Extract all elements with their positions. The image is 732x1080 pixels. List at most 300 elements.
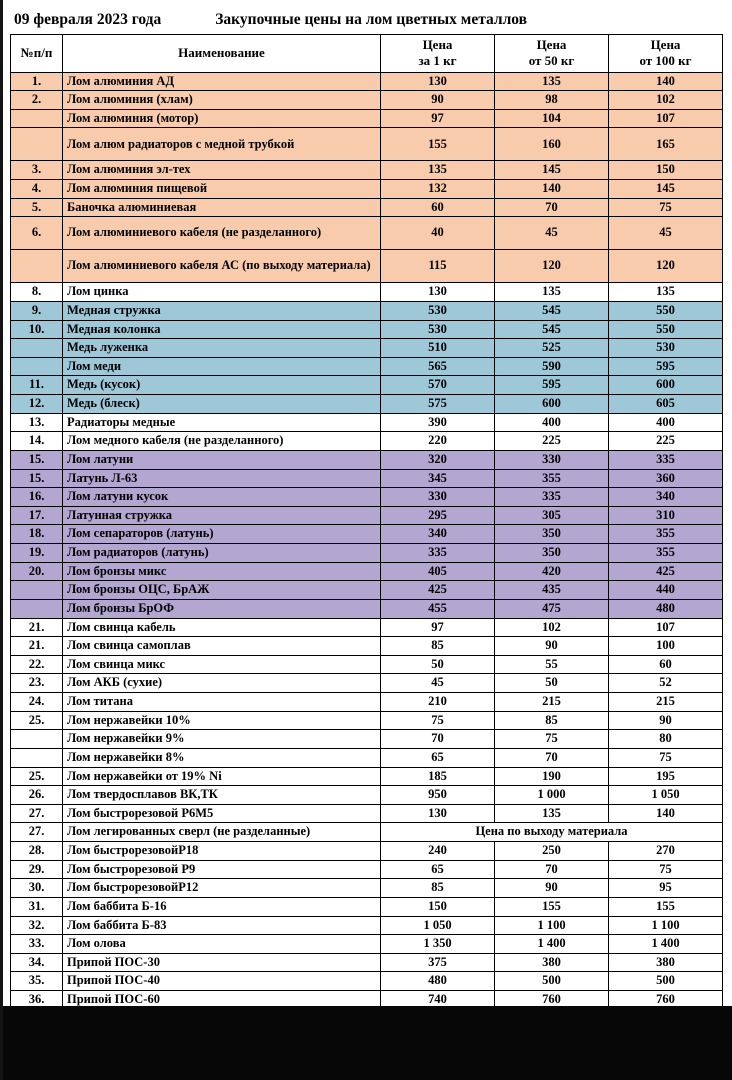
price-100kg: 215 bbox=[609, 693, 723, 712]
table-row bbox=[11, 953, 723, 972]
price-100kg: 360 bbox=[609, 469, 723, 488]
item-name: Латунь Л-63 bbox=[63, 469, 381, 488]
merged-price-note: Цена по выходу материала bbox=[381, 823, 723, 842]
item-name: Лом нержавейки 10% bbox=[63, 711, 381, 730]
item-name: Лом алюм радиаторов с медной трубкой bbox=[63, 128, 381, 161]
item-name: Лом алюминия (мотор) bbox=[63, 109, 381, 128]
item-name: Лом медного кабеля (не разделанного) bbox=[63, 432, 381, 451]
table-row bbox=[11, 767, 723, 786]
table-row bbox=[11, 180, 723, 199]
price-100kg: 605 bbox=[609, 395, 723, 414]
row-number bbox=[11, 109, 63, 128]
item-name: Лом свинца микс bbox=[63, 655, 381, 674]
price-50kg: 85 bbox=[495, 711, 609, 730]
item-name: Лом алюминия эл-тех bbox=[63, 161, 381, 180]
price-1kg: 565 bbox=[381, 357, 495, 376]
table-row bbox=[11, 413, 723, 432]
price-100kg: 550 bbox=[609, 301, 723, 320]
item-name: Лом меди bbox=[63, 357, 381, 376]
table-row bbox=[11, 842, 723, 861]
item-name: Лом свинца кабель bbox=[63, 618, 381, 637]
price-100kg: 140 bbox=[609, 804, 723, 823]
price-1kg: 1 050 bbox=[381, 916, 495, 935]
document-date: 09 февраля 2023 года bbox=[14, 11, 162, 28]
price-1kg: 390 bbox=[381, 413, 495, 432]
item-name: Лом быстрорезовой Р6М5 bbox=[63, 804, 381, 823]
price-1kg: 185 bbox=[381, 767, 495, 786]
price-100kg: 80 bbox=[609, 730, 723, 749]
item-name: Баночка алюминиевая bbox=[63, 198, 381, 217]
item-name: Лом быстрорезовойР18 bbox=[63, 842, 381, 861]
price-50kg: 135 bbox=[495, 283, 609, 302]
table-row bbox=[11, 786, 723, 805]
row-number: 25. bbox=[11, 767, 63, 786]
table-row bbox=[11, 320, 723, 339]
table-row bbox=[11, 450, 723, 469]
price-50kg: 590 bbox=[495, 357, 609, 376]
row-number: 18. bbox=[11, 525, 63, 544]
table-row bbox=[11, 301, 723, 320]
row-number: 11. bbox=[11, 376, 63, 395]
header-price-100kg-line1: Цена bbox=[650, 37, 681, 52]
table-row bbox=[11, 935, 723, 954]
price-50kg: 70 bbox=[495, 860, 609, 879]
row-number: 36. bbox=[11, 991, 63, 1007]
row-number: 30. bbox=[11, 879, 63, 898]
item-name: Лом баббита Б-83 bbox=[63, 916, 381, 935]
row-number: 24. bbox=[11, 693, 63, 712]
row-number: 19. bbox=[11, 544, 63, 563]
page-title: Закупочные цены на лом цветных металлов bbox=[215, 11, 528, 28]
price-1kg: 575 bbox=[381, 395, 495, 414]
price-100kg: 75 bbox=[609, 748, 723, 767]
item-name: Припой ПОС-40 bbox=[63, 972, 381, 991]
price-1kg: 150 bbox=[381, 897, 495, 916]
item-name: Лом свинца самоплав bbox=[63, 637, 381, 656]
row-number: 13. bbox=[11, 413, 63, 432]
table-body bbox=[11, 72, 723, 1006]
table-row bbox=[11, 161, 723, 180]
price-1kg: 132 bbox=[381, 180, 495, 199]
price-1kg: 530 bbox=[381, 301, 495, 320]
item-name: Медная стружка bbox=[63, 301, 381, 320]
price-100kg: 1 400 bbox=[609, 935, 723, 954]
table-row bbox=[11, 581, 723, 600]
price-50kg: 380 bbox=[495, 953, 609, 972]
row-number: 32. bbox=[11, 916, 63, 935]
price-50kg: 525 bbox=[495, 339, 609, 358]
row-number bbox=[11, 128, 63, 161]
price-50kg: 225 bbox=[495, 432, 609, 451]
row-number: 33. bbox=[11, 935, 63, 954]
price-1kg: 530 bbox=[381, 320, 495, 339]
row-number bbox=[11, 339, 63, 358]
table-row bbox=[11, 109, 723, 128]
row-number: 6. bbox=[11, 217, 63, 250]
price-50kg: 135 bbox=[495, 804, 609, 823]
price-50kg: 190 bbox=[495, 767, 609, 786]
price-100kg: 90 bbox=[609, 711, 723, 730]
table-row bbox=[11, 544, 723, 563]
price-100kg: 150 bbox=[609, 161, 723, 180]
table-row bbox=[11, 562, 723, 581]
price-1kg: 320 bbox=[381, 450, 495, 469]
price-100kg: 1 050 bbox=[609, 786, 723, 805]
price-1kg: 130 bbox=[381, 804, 495, 823]
header-price-100kg bbox=[609, 35, 723, 73]
table-row bbox=[11, 250, 723, 283]
price-100kg: 165 bbox=[609, 128, 723, 161]
price-1kg: 70 bbox=[381, 730, 495, 749]
item-name: Лом легированных сверл (не разделанные) bbox=[63, 823, 381, 842]
row-number: 15. bbox=[11, 469, 63, 488]
row-number: 31. bbox=[11, 897, 63, 916]
price-50kg: 435 bbox=[495, 581, 609, 600]
table-row bbox=[11, 655, 723, 674]
price-100kg: 107 bbox=[609, 109, 723, 128]
row-number: 21. bbox=[11, 618, 63, 637]
table-row bbox=[11, 711, 723, 730]
table-row bbox=[11, 525, 723, 544]
header-price-50kg bbox=[495, 35, 609, 73]
price-100kg: 440 bbox=[609, 581, 723, 600]
price-1kg: 130 bbox=[381, 283, 495, 302]
row-number: 8. bbox=[11, 283, 63, 302]
row-number: 14. bbox=[11, 432, 63, 451]
price-1kg: 40 bbox=[381, 217, 495, 250]
price-1kg: 740 bbox=[381, 991, 495, 1007]
price-1kg: 115 bbox=[381, 250, 495, 283]
price-100kg: 500 bbox=[609, 972, 723, 991]
table-row bbox=[11, 432, 723, 451]
table-row bbox=[11, 674, 723, 693]
price-1kg: 135 bbox=[381, 161, 495, 180]
item-name: Лом баббита Б-16 bbox=[63, 897, 381, 916]
item-name: Лом быстрорезовойР12 bbox=[63, 879, 381, 898]
item-name: Радиаторы медные bbox=[63, 413, 381, 432]
item-name: Лом твердосплавов ВК,ТК bbox=[63, 786, 381, 805]
table-row bbox=[11, 748, 723, 767]
price-100kg: 335 bbox=[609, 450, 723, 469]
price-50kg: 55 bbox=[495, 655, 609, 674]
price-50kg: 1 100 bbox=[495, 916, 609, 935]
table-row bbox=[11, 972, 723, 991]
header-price-1kg-line1: Цена bbox=[422, 37, 453, 52]
row-number bbox=[11, 599, 63, 618]
item-name: Медная колонка bbox=[63, 320, 381, 339]
item-name: Лом алюминиевого кабеля (не разделанного) bbox=[63, 217, 381, 250]
row-number: 1. bbox=[11, 72, 63, 91]
row-number: 16. bbox=[11, 488, 63, 507]
price-1kg: 50 bbox=[381, 655, 495, 674]
price-100kg: 225 bbox=[609, 432, 723, 451]
item-name: Лом бронзы БрОФ bbox=[63, 599, 381, 618]
price-1kg: 60 bbox=[381, 198, 495, 217]
price-50kg: 120 bbox=[495, 250, 609, 283]
price-50kg: 70 bbox=[495, 198, 609, 217]
price-1kg: 97 bbox=[381, 109, 495, 128]
price-1kg: 85 bbox=[381, 879, 495, 898]
item-name: Медь луженка bbox=[63, 339, 381, 358]
price-100kg: 600 bbox=[609, 376, 723, 395]
item-name: Лом алюминиевого кабеля АС (по выходу материала) bbox=[63, 250, 381, 283]
price-50kg: 98 bbox=[495, 91, 609, 110]
row-number: 5. bbox=[11, 198, 63, 217]
price-1kg: 155 bbox=[381, 128, 495, 161]
row-number: 12. bbox=[11, 395, 63, 414]
row-number: 21. bbox=[11, 637, 63, 656]
table-row bbox=[11, 488, 723, 507]
price-100kg: 195 bbox=[609, 767, 723, 786]
price-100kg: 52 bbox=[609, 674, 723, 693]
header-row bbox=[11, 35, 723, 73]
price-50kg: 1 400 bbox=[495, 935, 609, 954]
price-1kg: 1 350 bbox=[381, 935, 495, 954]
table-row bbox=[11, 376, 723, 395]
price-100kg: 400 bbox=[609, 413, 723, 432]
header-price-50kg-line1: Цена bbox=[536, 37, 567, 52]
price-100kg: 95 bbox=[609, 879, 723, 898]
table-row bbox=[11, 395, 723, 414]
price-100kg: 107 bbox=[609, 618, 723, 637]
price-50kg: 420 bbox=[495, 562, 609, 581]
price-1kg: 90 bbox=[381, 91, 495, 110]
price-100kg: 75 bbox=[609, 198, 723, 217]
row-number: 17. bbox=[11, 506, 63, 525]
price-1kg: 480 bbox=[381, 972, 495, 991]
price-100kg: 425 bbox=[609, 562, 723, 581]
price-1kg: 425 bbox=[381, 581, 495, 600]
item-name: Лом нержавейки от 19% Ni bbox=[63, 767, 381, 786]
price-1kg: 335 bbox=[381, 544, 495, 563]
price-1kg: 345 bbox=[381, 469, 495, 488]
item-name: Лом сепараторов (латунь) bbox=[63, 525, 381, 544]
table-header bbox=[11, 35, 723, 73]
table-row bbox=[11, 916, 723, 935]
price-100kg: 270 bbox=[609, 842, 723, 861]
price-50kg: 1 000 bbox=[495, 786, 609, 805]
price-50kg: 250 bbox=[495, 842, 609, 861]
price-100kg: 380 bbox=[609, 953, 723, 972]
price-100kg: 340 bbox=[609, 488, 723, 507]
price-1kg: 510 bbox=[381, 339, 495, 358]
row-number: 15. bbox=[11, 450, 63, 469]
price-50kg: 760 bbox=[495, 991, 609, 1007]
price-1kg: 220 bbox=[381, 432, 495, 451]
price-50kg: 330 bbox=[495, 450, 609, 469]
row-number: 22. bbox=[11, 655, 63, 674]
table-row bbox=[11, 217, 723, 250]
price-50kg: 75 bbox=[495, 730, 609, 749]
table-row bbox=[11, 469, 723, 488]
price-50kg: 475 bbox=[495, 599, 609, 618]
price-100kg: 45 bbox=[609, 217, 723, 250]
price-50kg: 50 bbox=[495, 674, 609, 693]
price-1kg: 65 bbox=[381, 860, 495, 879]
item-name: Припой ПОС-30 bbox=[63, 953, 381, 972]
table-row bbox=[11, 693, 723, 712]
table-row bbox=[11, 357, 723, 376]
price-50kg: 215 bbox=[495, 693, 609, 712]
row-number: 27. bbox=[11, 804, 63, 823]
item-name: Лом нержавейки 9% bbox=[63, 730, 381, 749]
price-100kg: 355 bbox=[609, 525, 723, 544]
row-number bbox=[11, 730, 63, 749]
table-row bbox=[11, 128, 723, 161]
row-number: 34. bbox=[11, 953, 63, 972]
item-name: Латунная стружка bbox=[63, 506, 381, 525]
price-100kg: 155 bbox=[609, 897, 723, 916]
price-50kg: 545 bbox=[495, 320, 609, 339]
price-100kg: 100 bbox=[609, 637, 723, 656]
header-price-50kg-line2: от 50 кг bbox=[528, 53, 575, 69]
row-number: 28. bbox=[11, 842, 63, 861]
price-50kg: 160 bbox=[495, 128, 609, 161]
header-price-100kg-line2: от 100 кг bbox=[639, 53, 692, 69]
table-row bbox=[11, 339, 723, 358]
price-100kg: 760 bbox=[609, 991, 723, 1007]
item-name: Лом олова bbox=[63, 935, 381, 954]
item-name: Лом АКБ (сухие) bbox=[63, 674, 381, 693]
price-1kg: 405 bbox=[381, 562, 495, 581]
price-100kg: 60 bbox=[609, 655, 723, 674]
item-name: Лом алюминия (хлам) bbox=[63, 91, 381, 110]
price-1kg: 455 bbox=[381, 599, 495, 618]
price-100kg: 530 bbox=[609, 339, 723, 358]
price-100kg: 480 bbox=[609, 599, 723, 618]
table-row bbox=[11, 618, 723, 637]
item-name: Медь (блеск) bbox=[63, 395, 381, 414]
table-row bbox=[11, 991, 723, 1007]
price-50kg: 545 bbox=[495, 301, 609, 320]
row-number: 29. bbox=[11, 860, 63, 879]
price-100kg: 135 bbox=[609, 283, 723, 302]
price-50kg: 355 bbox=[495, 469, 609, 488]
price-50kg: 102 bbox=[495, 618, 609, 637]
price-50kg: 45 bbox=[495, 217, 609, 250]
price-1kg: 130 bbox=[381, 72, 495, 91]
price-1kg: 85 bbox=[381, 637, 495, 656]
row-number: 3. bbox=[11, 161, 63, 180]
item-name: Лом бронзы микс bbox=[63, 562, 381, 581]
table-row bbox=[11, 91, 723, 110]
price-50kg: 90 bbox=[495, 637, 609, 656]
photo-bottom-band bbox=[0, 1006, 732, 1080]
table-row bbox=[11, 72, 723, 91]
document-header bbox=[0, 0, 732, 34]
row-number: 26. bbox=[11, 786, 63, 805]
row-number: 20. bbox=[11, 562, 63, 581]
price-50kg: 135 bbox=[495, 72, 609, 91]
price-1kg: 65 bbox=[381, 748, 495, 767]
price-50kg: 305 bbox=[495, 506, 609, 525]
item-name: Лом радиаторов (латунь) bbox=[63, 544, 381, 563]
table-row bbox=[11, 823, 723, 842]
table-row bbox=[11, 804, 723, 823]
row-number: 25. bbox=[11, 711, 63, 730]
price-50kg: 145 bbox=[495, 161, 609, 180]
item-name: Лом быстрорезовой Р9 bbox=[63, 860, 381, 879]
table-row bbox=[11, 599, 723, 618]
price-100kg: 550 bbox=[609, 320, 723, 339]
row-number: 27. bbox=[11, 823, 63, 842]
price-50kg: 90 bbox=[495, 879, 609, 898]
price-50kg: 595 bbox=[495, 376, 609, 395]
item-name: Лом алюминия АД bbox=[63, 72, 381, 91]
price-50kg: 70 bbox=[495, 748, 609, 767]
header-name: Наименование bbox=[63, 35, 381, 73]
table-row bbox=[11, 860, 723, 879]
item-name: Лом алюминия пищевой bbox=[63, 180, 381, 199]
price-100kg: 120 bbox=[609, 250, 723, 283]
item-name: Лом нержавейки 8% bbox=[63, 748, 381, 767]
price-50kg: 400 bbox=[495, 413, 609, 432]
item-name: Лом латуни кусок bbox=[63, 488, 381, 507]
price-100kg: 355 bbox=[609, 544, 723, 563]
price-1kg: 240 bbox=[381, 842, 495, 861]
price-100kg: 595 bbox=[609, 357, 723, 376]
row-number: 4. bbox=[11, 180, 63, 199]
price-100kg: 310 bbox=[609, 506, 723, 525]
price-50kg: 140 bbox=[495, 180, 609, 199]
item-name: Лом цинка bbox=[63, 283, 381, 302]
header-price-1kg bbox=[381, 35, 495, 73]
item-name: Лом титана bbox=[63, 693, 381, 712]
header-num: №п/п bbox=[11, 35, 63, 73]
row-number: 9. bbox=[11, 301, 63, 320]
price-1kg: 97 bbox=[381, 618, 495, 637]
price-100kg: 140 bbox=[609, 72, 723, 91]
price-100kg: 145 bbox=[609, 180, 723, 199]
price-1kg: 330 bbox=[381, 488, 495, 507]
table-row bbox=[11, 283, 723, 302]
row-number: 2. bbox=[11, 91, 63, 110]
row-number: 35. bbox=[11, 972, 63, 991]
price-1kg: 75 bbox=[381, 711, 495, 730]
row-number bbox=[11, 748, 63, 767]
item-name: Лом латуни bbox=[63, 450, 381, 469]
row-number bbox=[11, 250, 63, 283]
price-table bbox=[10, 34, 723, 1006]
photo-left-edge bbox=[0, 0, 3, 1080]
item-name: Припой ПОС-60 bbox=[63, 991, 381, 1007]
price-1kg: 295 bbox=[381, 506, 495, 525]
table-row bbox=[11, 506, 723, 525]
table-row bbox=[11, 637, 723, 656]
item-name: Медь (кусок) bbox=[63, 376, 381, 395]
table-row bbox=[11, 897, 723, 916]
price-100kg: 75 bbox=[609, 860, 723, 879]
price-50kg: 600 bbox=[495, 395, 609, 414]
price-100kg: 1 100 bbox=[609, 916, 723, 935]
price-50kg: 155 bbox=[495, 897, 609, 916]
table-row bbox=[11, 730, 723, 749]
price-1kg: 375 bbox=[381, 953, 495, 972]
price-50kg: 350 bbox=[495, 525, 609, 544]
row-number bbox=[11, 357, 63, 376]
item-name: Лом бронзы ОЦС, БрАЖ bbox=[63, 581, 381, 600]
price-1kg: 210 bbox=[381, 693, 495, 712]
price-1kg: 45 bbox=[381, 674, 495, 693]
table-row bbox=[11, 879, 723, 898]
price-1kg: 340 bbox=[381, 525, 495, 544]
price-100kg: 102 bbox=[609, 91, 723, 110]
table-row bbox=[11, 198, 723, 217]
price-50kg: 500 bbox=[495, 972, 609, 991]
price-50kg: 104 bbox=[495, 109, 609, 128]
price-1kg: 950 bbox=[381, 786, 495, 805]
price-50kg: 350 bbox=[495, 544, 609, 563]
